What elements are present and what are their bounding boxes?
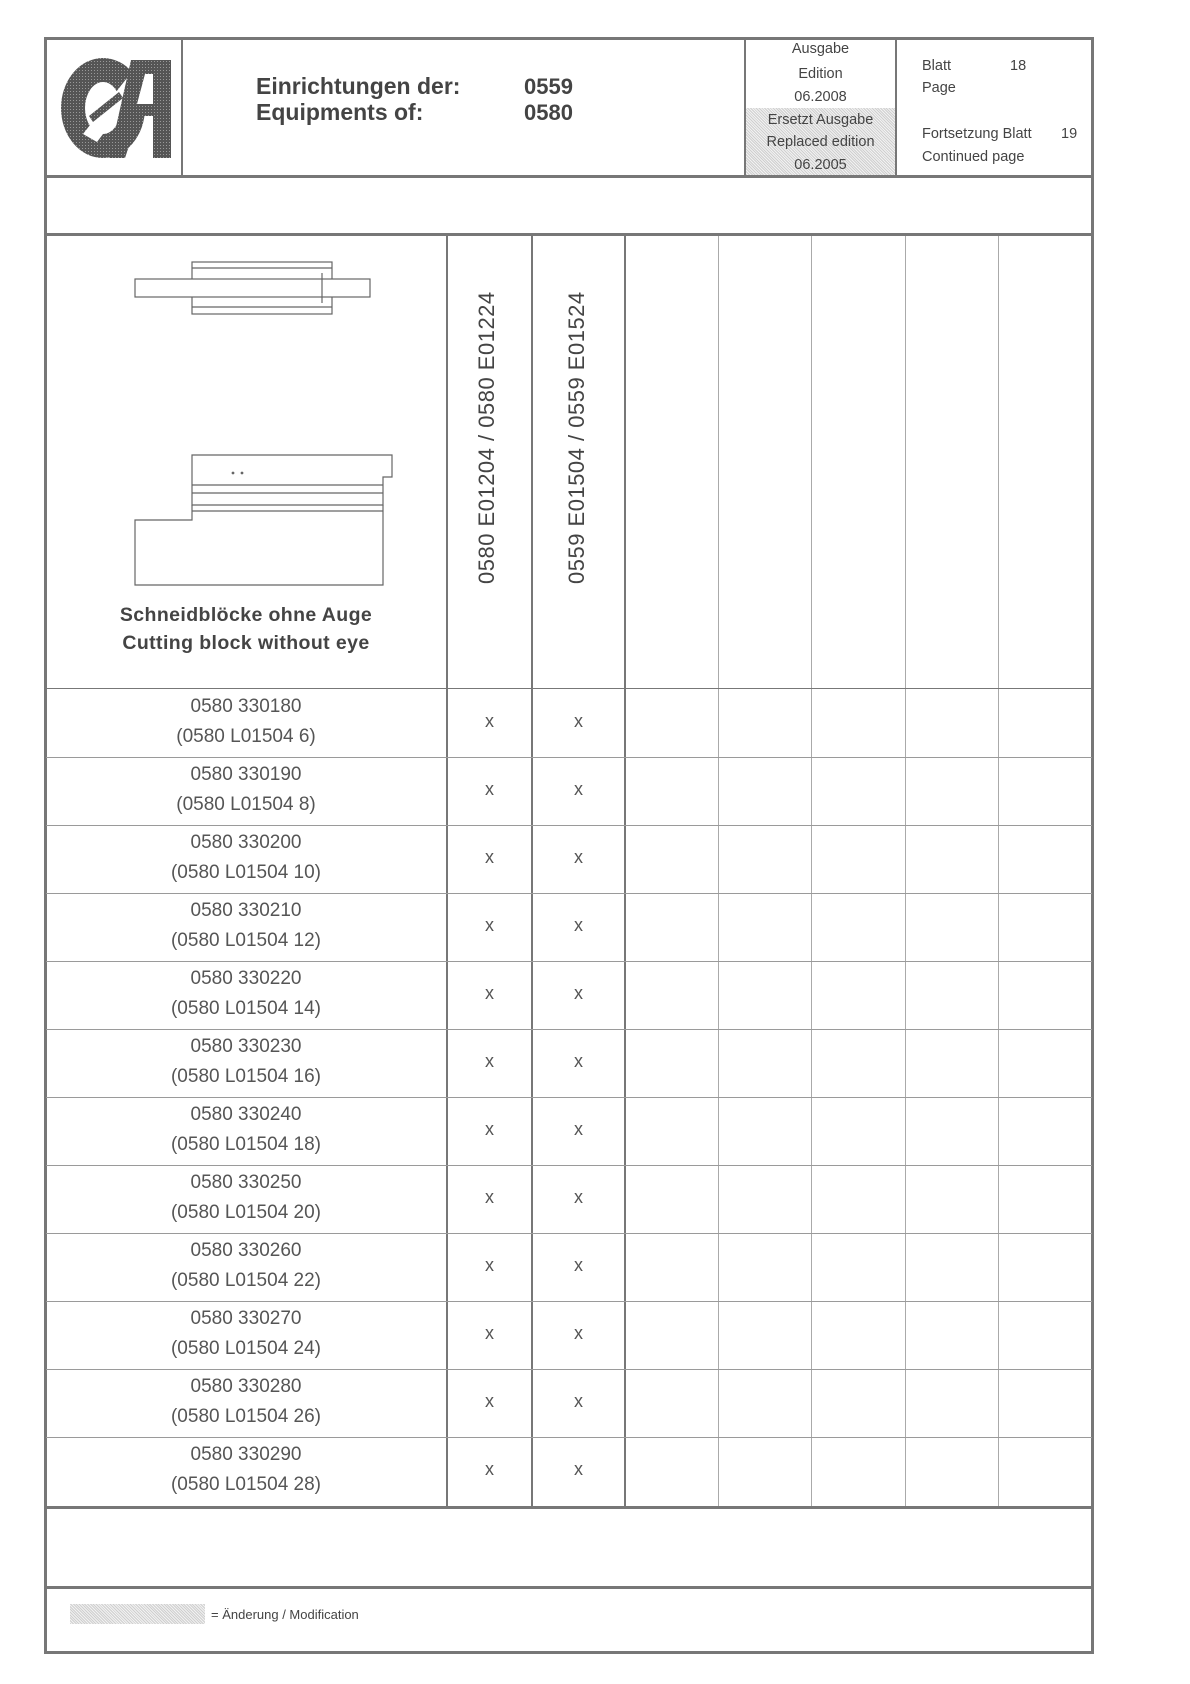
continued-number: 19 xyxy=(1061,126,1078,142)
page-label-en: Page xyxy=(922,80,956,96)
row-mark-col2: x xyxy=(574,779,583,799)
column-header-2: 0559 E01504 / 0559 E01524 xyxy=(564,291,589,584)
row-mark-col1: x xyxy=(485,1187,494,1207)
row-mark-col1: x xyxy=(485,1459,494,1479)
row-mark-col1: x xyxy=(485,1391,494,1411)
logo xyxy=(55,52,177,164)
row-reference: (0580 L01504 20) xyxy=(170,1202,321,1223)
col-line-1 xyxy=(446,236,448,1509)
row-reference: (0580 L01504 6) xyxy=(176,726,316,747)
class-0580: 0580 xyxy=(524,100,573,125)
edition-label-en: Edition xyxy=(798,66,843,82)
continued-label-en: Continued page xyxy=(922,149,1025,165)
page-label-de: Blatt xyxy=(922,58,952,74)
row-mark-col2: x xyxy=(574,1051,583,1071)
row-mark-col1: x xyxy=(485,1119,494,1139)
row-part-number: 0580 330180 xyxy=(190,696,302,717)
col-line-3 xyxy=(624,236,626,1509)
row-mark-col1: x xyxy=(485,915,494,935)
replaced-date: 06.2005 xyxy=(794,157,847,173)
row-reference: (0580 L01504 26) xyxy=(170,1406,321,1427)
caption-en: Cutting block without eye xyxy=(122,632,370,654)
row-divider xyxy=(46,1437,1092,1438)
title-en: Equipments of: xyxy=(256,99,424,125)
row-reference: (0580 L01504 24) xyxy=(170,1338,321,1359)
row-mark-col2: x xyxy=(574,1187,583,1207)
row-part-number: 0580 330270 xyxy=(190,1308,302,1329)
header-divider-page xyxy=(895,37,897,177)
col-line-5 xyxy=(811,236,812,1509)
row-part-number: 0580 330250 xyxy=(190,1172,302,1193)
row-reference: (0580 L01504 14) xyxy=(170,998,321,1019)
row-mark-col1: x xyxy=(485,711,494,731)
row-part-number: 0580 330290 xyxy=(190,1444,302,1465)
row-part-number: 0580 330200 xyxy=(190,832,302,853)
cutting-block-drawing xyxy=(130,255,400,595)
replaced-label-de: Ersetzt Ausgabe xyxy=(767,112,874,128)
row-mark-col1: x xyxy=(485,847,494,867)
row-divider xyxy=(46,1369,1092,1370)
row-mark-col2: x xyxy=(574,915,583,935)
row-divider xyxy=(46,1233,1092,1234)
row-mark-col2: x xyxy=(574,1391,583,1411)
row-part-number: 0580 330260 xyxy=(190,1240,302,1261)
blank-band-bottom-line xyxy=(44,233,1094,236)
row-reference: (0580 L01504 18) xyxy=(170,1134,321,1155)
row-mark-col1: x xyxy=(485,983,494,1003)
row-part-number: 0580 330220 xyxy=(190,968,302,989)
row-reference: (0580 L01504 10) xyxy=(170,862,321,883)
col-line-4 xyxy=(718,236,719,1509)
row-mark-col2: x xyxy=(574,983,583,1003)
header-bottom-line xyxy=(44,175,1094,178)
row-mark-col2: x xyxy=(574,847,583,867)
row-part-number: 0580 330210 xyxy=(190,900,302,921)
column-header-1: 0580 E01204 / 0580 E01224 xyxy=(474,291,499,584)
table-header-bottom-line xyxy=(44,688,1094,689)
row-mark-col1: x xyxy=(485,1255,494,1275)
row-reference: (0580 L01504 8) xyxy=(176,794,316,815)
row-divider xyxy=(46,1097,1092,1098)
title-de: Einrichtungen der: xyxy=(256,73,461,99)
table-bottom-line xyxy=(44,1506,1094,1509)
row-divider xyxy=(46,1029,1092,1030)
legend-text: = Änderung / Modification xyxy=(211,1607,359,1622)
header-divider-logo xyxy=(181,37,183,177)
row-reference: (0580 L01504 16) xyxy=(170,1066,321,1087)
row-part-number: 0580 330190 xyxy=(190,764,302,785)
row-divider xyxy=(46,1301,1092,1302)
row-reference: (0580 L01504 22) xyxy=(170,1270,321,1291)
row-part-number: 0580 330240 xyxy=(190,1104,302,1125)
col-line-2 xyxy=(531,236,533,1509)
row-mark-col2: x xyxy=(574,1119,583,1139)
edition-date: 06.2008 xyxy=(794,89,847,105)
row-mark-col2: x xyxy=(574,1323,583,1343)
row-mark-col2: x xyxy=(574,711,583,731)
replaced-label-en: Replaced edition xyxy=(766,134,875,150)
row-part-number: 0580 330280 xyxy=(190,1376,302,1397)
row-mark-col1: x xyxy=(485,779,494,799)
page-number: 18 xyxy=(1010,58,1027,74)
row-divider xyxy=(46,757,1092,758)
row-reference: (0580 L01504 12) xyxy=(170,930,321,951)
row-part-number: 0580 330230 xyxy=(190,1036,302,1057)
continued-label-de: Fortsetzung Blatt xyxy=(922,126,1032,142)
row-reference: (0580 L01504 28) xyxy=(170,1474,321,1495)
notes-bottom-line xyxy=(44,1586,1094,1589)
class-0559: 0559 xyxy=(524,74,573,99)
cutting-block-icon xyxy=(130,255,400,595)
legend-swatch xyxy=(70,1604,205,1624)
row-mark-col1: x xyxy=(485,1051,494,1071)
row-divider xyxy=(46,825,1092,826)
row-mark-col1: x xyxy=(485,1323,494,1343)
row-divider xyxy=(46,961,1092,962)
edition-label-de: Ausgabe xyxy=(791,41,850,57)
logo-icon xyxy=(55,52,177,164)
col-line-7 xyxy=(998,236,999,1509)
caption-de: Schneidblöcke ohne Auge xyxy=(119,604,373,626)
row-mark-col2: x xyxy=(574,1459,583,1479)
row-mark-col2: x xyxy=(574,1255,583,1275)
row-divider xyxy=(46,1165,1092,1166)
col-line-6 xyxy=(905,236,906,1509)
row-divider xyxy=(46,893,1092,894)
